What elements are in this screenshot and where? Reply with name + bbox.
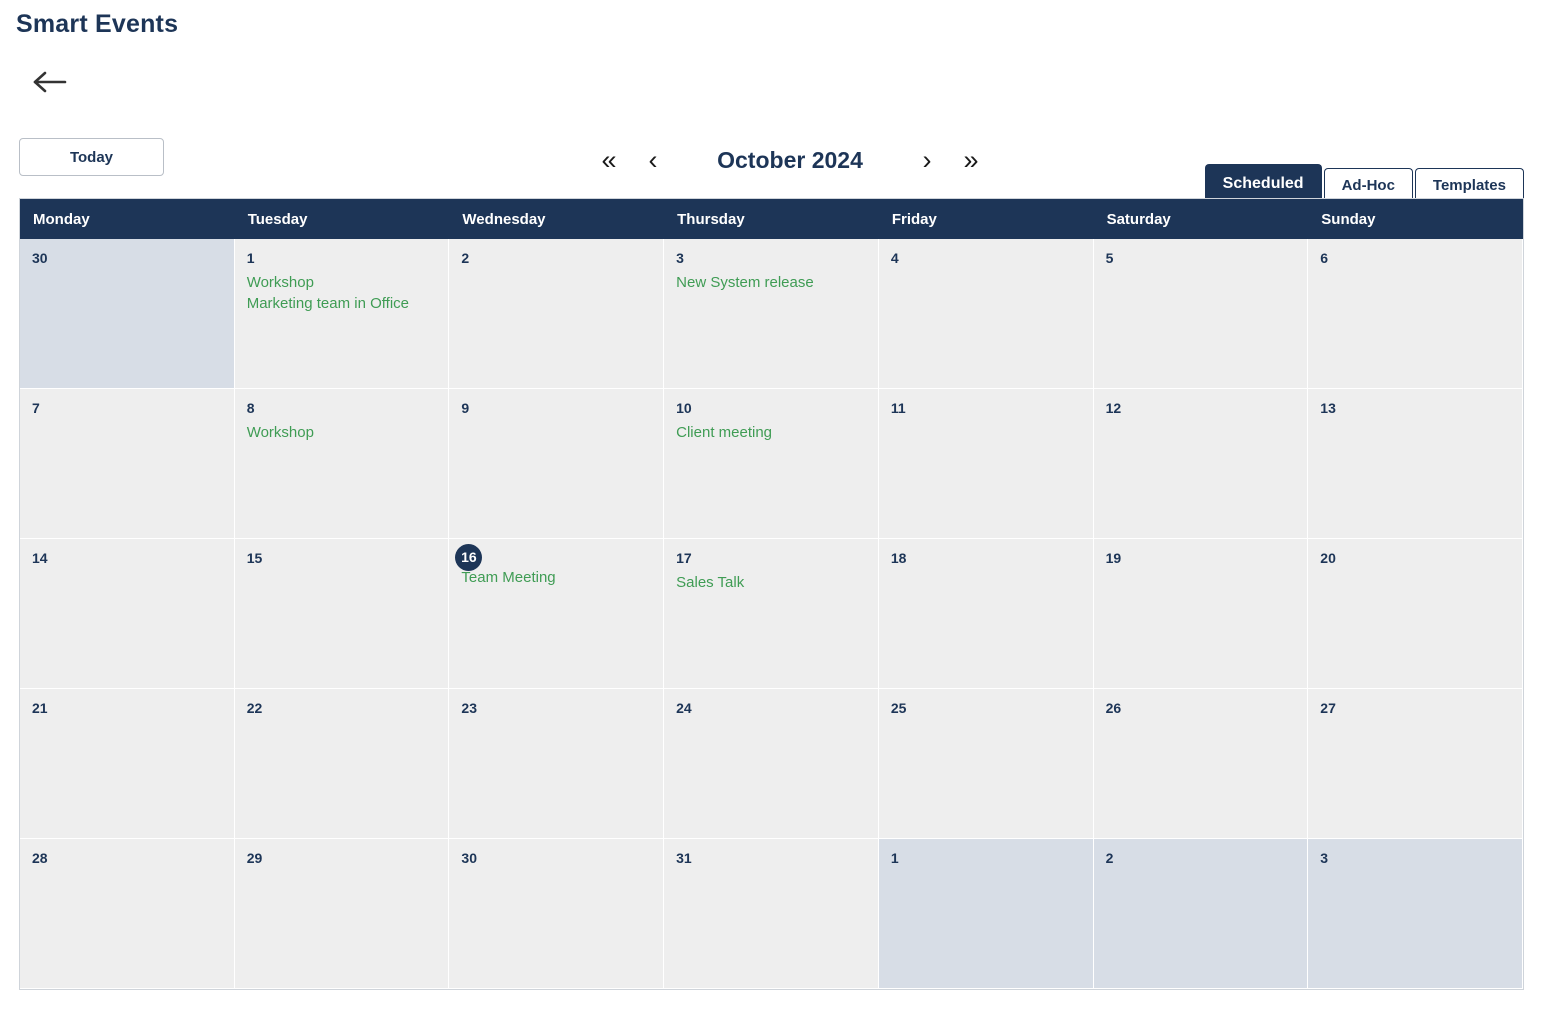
day-number: 3 [1320, 850, 1329, 866]
day-number: 25 [890, 700, 907, 716]
calendar-day-cell[interactable] [235, 689, 450, 839]
day-number: 4 [890, 250, 899, 266]
calendar-weekday-header [20, 199, 1523, 239]
day-number: 27 [1320, 700, 1336, 716]
calendar-grid [20, 239, 1523, 989]
calendar-event[interactable]: Workshop [246, 274, 314, 291]
calendar-event[interactable]: Workshop [246, 424, 314, 441]
calendar-day-cell[interactable] [1308, 839, 1523, 989]
day-number: 6 [1320, 250, 1329, 266]
today-button[interactable]: Today [19, 138, 164, 176]
calendar-day-cell[interactable] [20, 539, 235, 689]
day-number: 19 [1105, 550, 1122, 566]
day-number: 1 [246, 250, 255, 266]
calendar-day-cell[interactable] [1308, 689, 1523, 839]
day-events [247, 272, 437, 314]
calendar-day-cell[interactable] [449, 389, 664, 539]
weekday-friday: Friday [891, 210, 937, 228]
calendar-day-cell[interactable] [1308, 389, 1523, 539]
calendar-day-cell[interactable] [20, 689, 235, 839]
calendar-day-cell[interactable] [449, 839, 664, 989]
calendar-day-cell[interactable] [879, 689, 1094, 839]
calendar-day-cell[interactable] [664, 539, 879, 689]
calendar-day-cell[interactable] [1308, 239, 1523, 389]
day-number: 9 [461, 400, 470, 416]
day-number: 24 [676, 700, 692, 716]
tab-templates[interactable]: Templates [1415, 168, 1524, 202]
day-number: 20 [1320, 550, 1336, 566]
day-number: 2 [1105, 850, 1114, 866]
calendar-day-cell[interactable] [235, 239, 450, 389]
calendar [19, 198, 1524, 990]
calendar-day-cell[interactable] [879, 839, 1094, 989]
calendar-day-cell[interactable] [449, 539, 664, 689]
calendar-event[interactable]: Marketing team in Office [246, 295, 409, 312]
weekday-thursday: Thursday [677, 210, 745, 228]
calendar-day-cell[interactable] [1308, 539, 1523, 689]
weekday-wednesday: Wednesday [462, 210, 546, 228]
last-month-button[interactable]: » [949, 140, 993, 180]
day-number: 18 [890, 550, 907, 566]
day-number: 21 [32, 700, 48, 716]
day-number: 29 [246, 850, 263, 866]
view-tabs [1205, 164, 1524, 202]
day-events [676, 572, 866, 593]
calendar-event[interactable]: Sales Talk [676, 574, 745, 591]
calendar-event[interactable]: Team Meeting [461, 569, 556, 586]
tab-scheduled[interactable]: Scheduled [1205, 164, 1322, 202]
day-events [247, 422, 437, 443]
calendar-day-cell[interactable] [1094, 539, 1309, 689]
day-number: 13 [1320, 400, 1336, 416]
day-number: 7 [32, 400, 40, 416]
weekday-saturday: Saturday [1106, 210, 1171, 228]
calendar-day-cell[interactable] [20, 239, 235, 389]
calendar-day-cell[interactable] [20, 389, 235, 539]
day-events [461, 567, 651, 588]
weekday-sunday: Sunday [1321, 210, 1376, 228]
weekday-tuesday: Tuesday [247, 210, 308, 228]
day-number: 23 [461, 700, 477, 716]
calendar-day-cell[interactable] [664, 689, 879, 839]
current-month-label: October 2024 [717, 146, 863, 173]
day-events [676, 422, 866, 443]
day-number: 14 [32, 550, 48, 566]
month-navigation [560, 138, 1020, 182]
calendar-day-cell[interactable] [20, 839, 235, 989]
day-number: 11 [890, 400, 906, 416]
day-number: 22 [246, 700, 263, 716]
calendar-day-cell[interactable] [449, 239, 664, 389]
page-title: Smart Events [16, 10, 179, 38]
day-number: 2 [461, 250, 470, 266]
day-number: 10 [676, 400, 692, 416]
day-number: 17 [676, 550, 692, 566]
calendar-day-cell[interactable] [1094, 689, 1309, 839]
calendar-day-cell[interactable] [879, 389, 1094, 539]
calendar-day-cell[interactable] [235, 539, 450, 689]
day-number: 1 [890, 850, 899, 866]
calendar-day-cell[interactable] [449, 689, 664, 839]
day-number: 26 [1105, 700, 1122, 716]
back-arrow-icon[interactable] [30, 62, 70, 102]
weekday-monday: Monday [33, 210, 90, 228]
day-number: 28 [32, 850, 48, 866]
calendar-day-cell[interactable] [235, 839, 450, 989]
calendar-day-cell[interactable] [664, 239, 879, 389]
day-events [676, 272, 866, 293]
calendar-day-cell[interactable] [879, 239, 1094, 389]
day-number: 30 [461, 850, 477, 866]
calendar-day-cell[interactable] [235, 389, 450, 539]
tab-ad-hoc[interactable]: Ad-Hoc [1324, 168, 1413, 202]
calendar-day-cell[interactable] [1094, 389, 1309, 539]
day-number: 15 [246, 550, 263, 566]
previous-month-button[interactable]: ‹ [631, 140, 675, 180]
day-number: 30 [32, 250, 48, 266]
calendar-event[interactable]: New System release [676, 274, 814, 291]
first-month-button[interactable]: « [587, 140, 631, 180]
day-number: 5 [1105, 250, 1114, 266]
day-number: 8 [246, 400, 255, 416]
calendar-day-cell[interactable] [1094, 239, 1309, 389]
calendar-day-cell[interactable] [664, 839, 879, 989]
day-number-today: 16 [455, 544, 482, 571]
calendar-day-cell[interactable] [879, 539, 1094, 689]
calendar-day-cell[interactable] [1094, 839, 1309, 989]
day-number: 3 [676, 250, 684, 266]
next-month-button[interactable]: › [905, 140, 949, 180]
day-number: 31 [676, 850, 692, 866]
calendar-event[interactable]: Client meeting [676, 424, 773, 441]
day-number: 12 [1105, 400, 1122, 416]
calendar-day-cell[interactable] [664, 389, 879, 539]
